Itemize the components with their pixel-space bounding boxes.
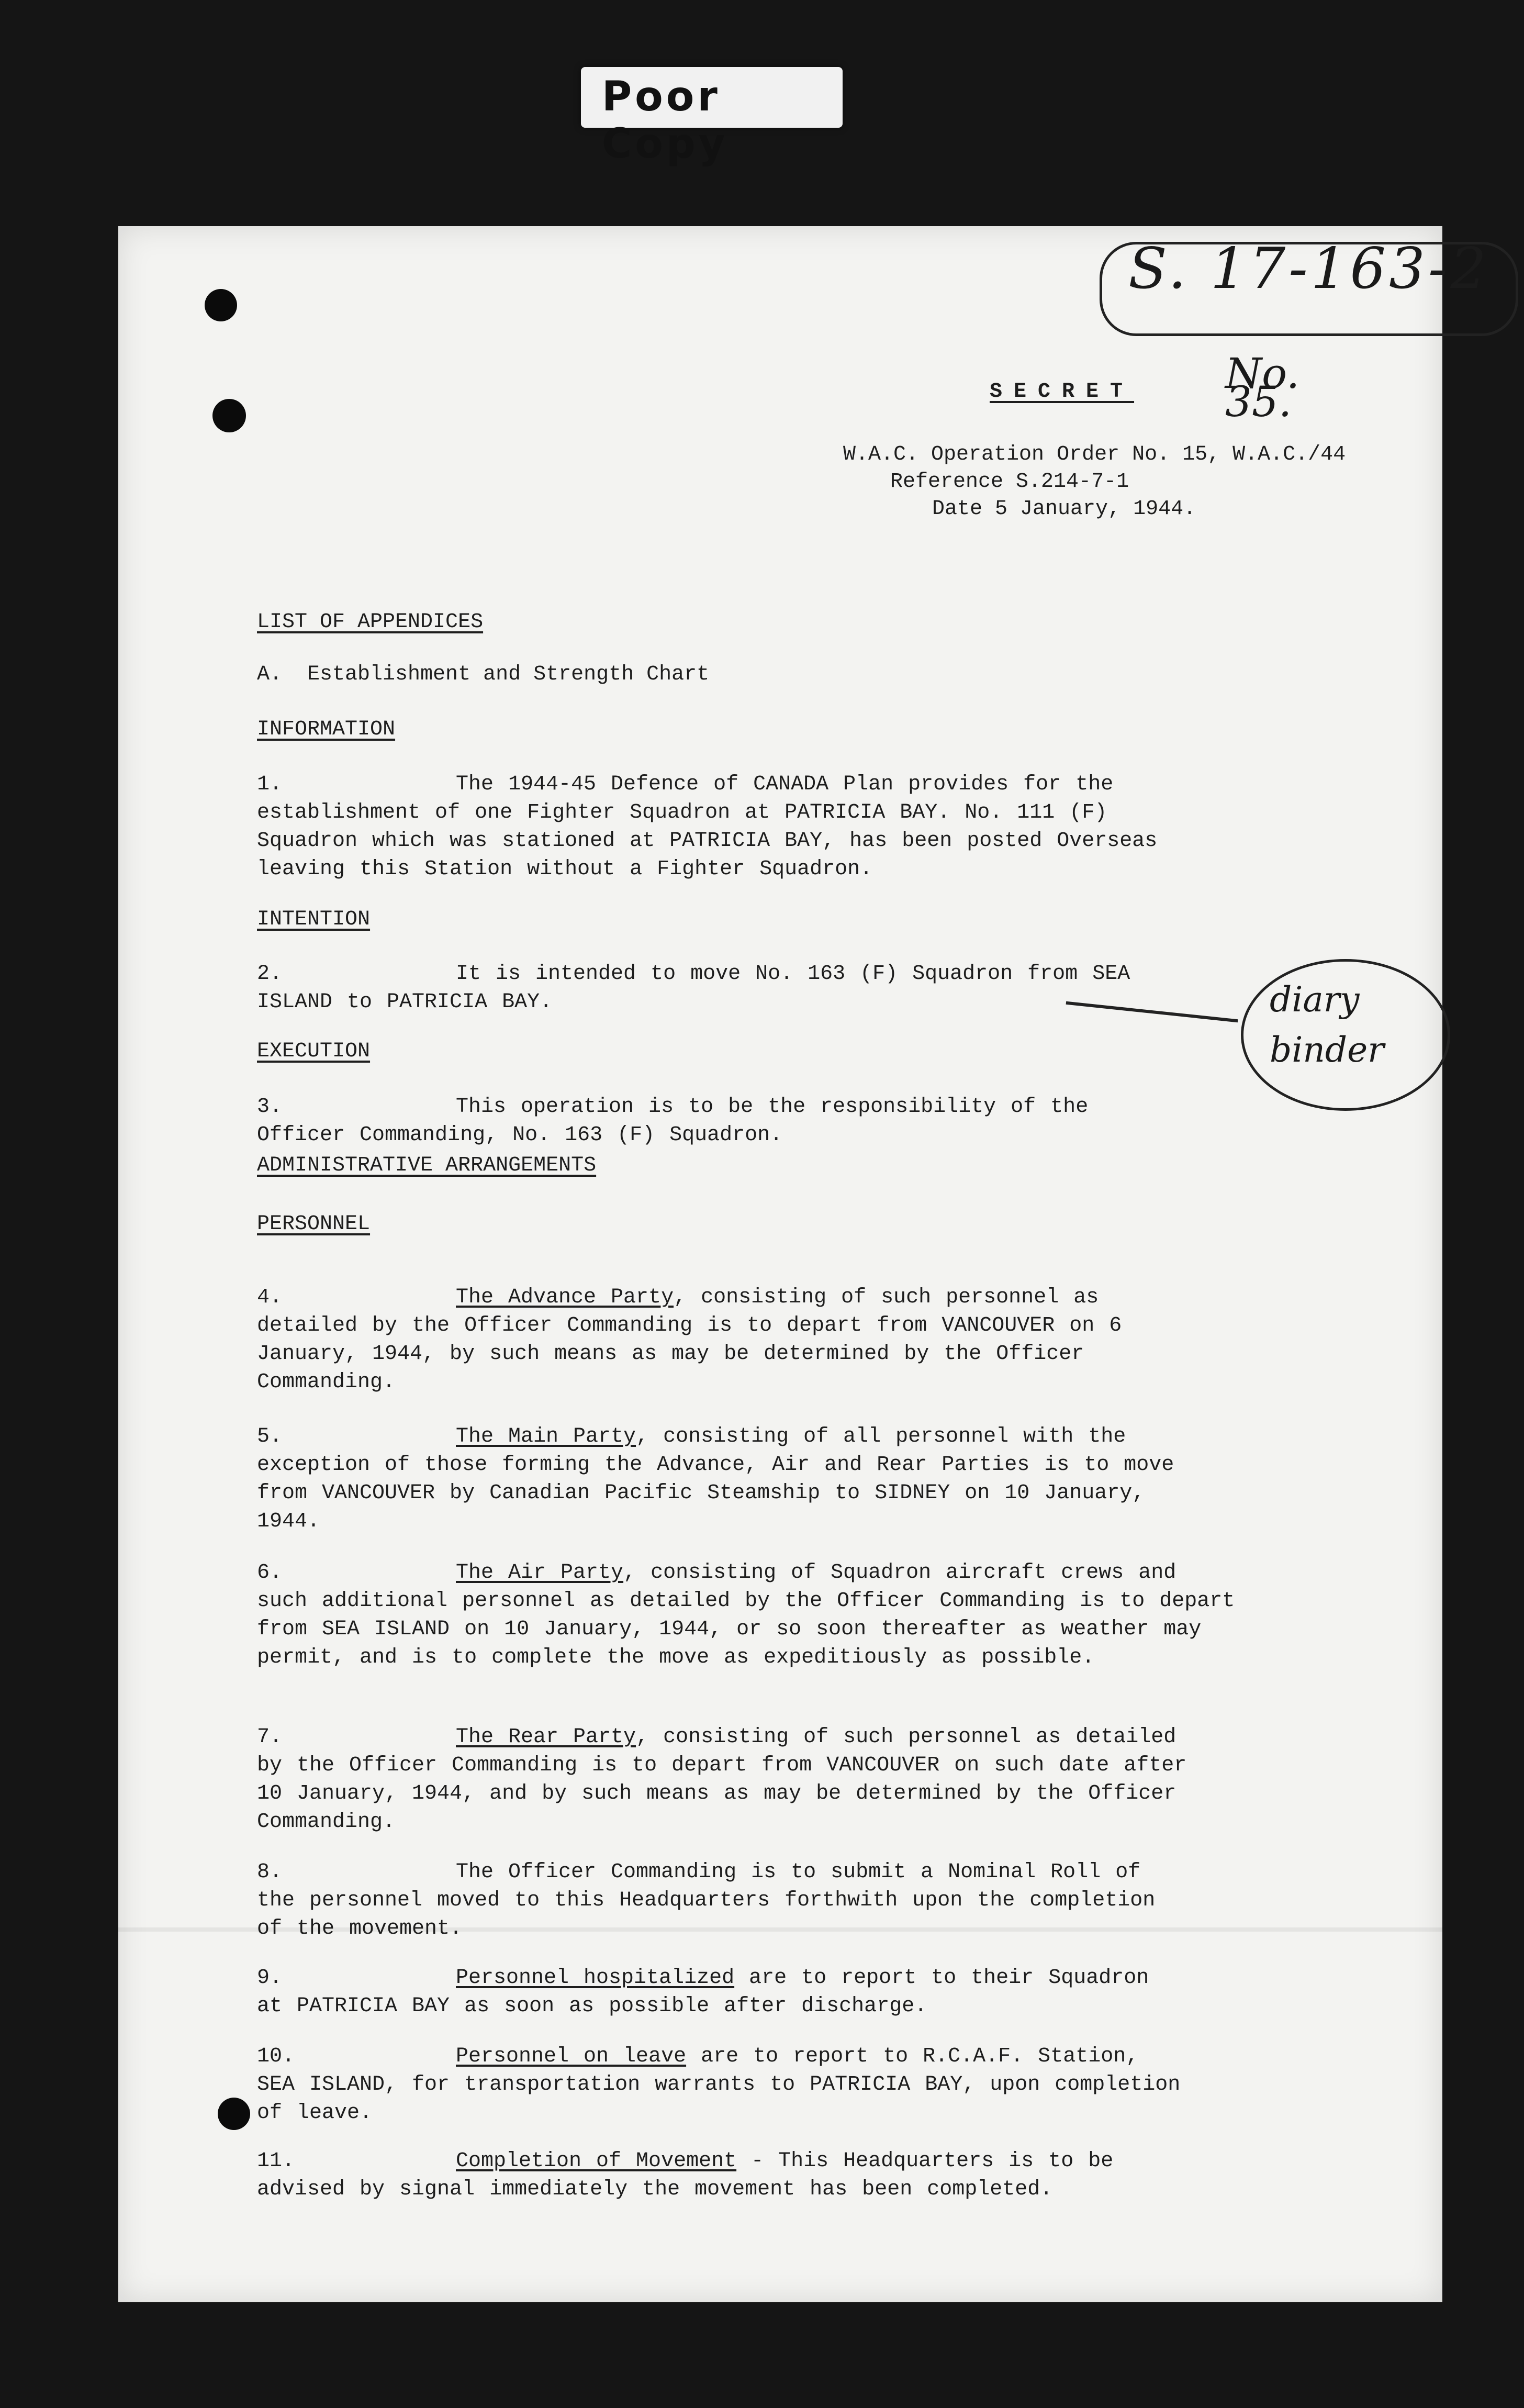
personnel-heading: PERSONNEL — [257, 1212, 371, 1236]
punch-hole-lower — [218, 2098, 250, 2130]
appendices-heading: LIST OF APPENDICES — [257, 610, 484, 634]
paragraph-text: This operation is to be the responsibility of the Officer Commanding, No. 163 (F) Squadron. — [257, 1095, 1089, 1147]
classification-heading: SECRET — [990, 380, 1135, 404]
paragraph-text: It is intended to move No. 163 (F) Squadron from SEA ISLAND to PATRICIA BAY. — [257, 962, 1130, 1014]
paragraph-6 — [257, 1559, 1241, 1672]
operation-order-line: W.A.C. Operation Order No. 15, W.A.C./44 — [843, 443, 1346, 466]
paragraph-9 — [257, 1964, 1189, 2021]
paragraph-number: 1. — [257, 773, 283, 796]
reference-line: Reference S.214-7-1 — [890, 470, 1129, 494]
paragraph-text: are to report to their Squadron at PATRICIA BAY as soon as possible after discharge. — [257, 1966, 1149, 2018]
paragraph-text: - This Headquarters is to be advised by signal immediately the movement has been completed. — [257, 2149, 1114, 2201]
paragraph-8 — [257, 1858, 1189, 1943]
execution-heading: EXECUTION — [257, 1040, 371, 1063]
paragraph-10 — [257, 2043, 1189, 2127]
document-number: No. 35. — [1225, 349, 1300, 426]
paragraph-number: 6. — [257, 1561, 283, 1585]
file-reference-text: S. 17-163-2 — [1128, 236, 1490, 302]
paragraph-number: 3. — [257, 1095, 283, 1119]
paragraph-4 — [257, 1284, 1189, 1397]
punch-hole-upper — [212, 399, 246, 432]
appendix-item-a: A. Establishment and Strength Chart — [257, 663, 710, 686]
paragraph-number: 5. — [257, 1425, 283, 1448]
information-heading: INFORMATION — [257, 718, 396, 741]
date-line: Date 5 January, 1944. — [932, 497, 1196, 521]
paragraph-number: 8. — [257, 1860, 283, 1884]
paragraph-number: 4. — [257, 1286, 283, 1309]
paragraph-text: , consisting of all personnel with the exception of those forming the Advance, Air and Rear Parties is to move from VANCOUVER by Canadian Pacific Steamship to SIDNEY on 10 January, 1944. — [257, 1425, 1174, 1533]
paragraph-number: 9. — [257, 1966, 283, 1990]
paragraph-5 — [257, 1423, 1189, 1536]
paragraph-text: are to report to R.C.A.F. Station, SEA ISLAND, for transportation warrants to PATRICIA BAY, upon completion of leave. — [257, 2045, 1181, 2125]
paragraph-11 — [257, 2147, 1189, 2204]
paragraph-text: , consisting of Squadron aircraft crews and such additional personnel as detailed by the Officer Commanding is to depart from SEA ISLAND on 10 January, 1944, or so soon thereafter as weather may permit, and is to complete the move as expeditiously as possible. — [257, 1561, 1235, 1669]
paragraph-label: Personnel hospitalized — [456, 1966, 735, 1990]
paragraph-1 — [257, 771, 1189, 884]
paragraph-label: The Air Party — [456, 1561, 624, 1585]
paragraph-3 — [257, 1093, 1189, 1150]
paragraph-text: , consisting of such personnel as detailed by the Officer Commanding is to depart from VANCOUVER on such date after 10 January, 1944, and by such means as may be determined by the Officer Commanding. — [257, 1725, 1187, 1834]
paragraph-text: The Officer Commanding is to submit a Nominal Roll of the personnel moved to this Headquarters forthwith upon the completion of the movement. — [257, 1860, 1156, 1941]
poor-copy-label — [581, 67, 843, 168]
admin-heading: ADMINISTRATIVE ARRANGEMENTS — [257, 1154, 597, 1177]
poor-copy-text: Poor Copy — [602, 73, 729, 168]
punch-hole-top — [205, 289, 237, 321]
paragraph-number: 10. — [257, 2045, 295, 2068]
margin-note-line-1: diary — [1270, 979, 1360, 1020]
paragraph-label: Completion of Movement — [456, 2149, 737, 2173]
intention-heading: INTENTION — [257, 908, 371, 931]
paragraph-text: The 1944-45 Defence of CANADA Plan provides for the establishment of one Fighter Squadron at PATRICIA BAY. No. 111 (F) Squadron which was stationed at PATRICIA BAY, has been posted Overseas leaving this Station without a Fighter Squadron. — [257, 773, 1158, 881]
file-reference-stamp — [1100, 236, 1518, 336]
paragraph-label: The Advance Party — [456, 1286, 674, 1309]
margin-note-line-2: binder — [1270, 1030, 1384, 1070]
paragraph-number: 7. — [257, 1725, 283, 1749]
paragraph-number: 11. — [257, 2149, 295, 2173]
paragraph-label: Personnel on leave — [456, 2045, 687, 2068]
margin-note — [1270, 975, 1384, 1075]
paragraph-2 — [257, 960, 1157, 1017]
document-page — [118, 226, 1490, 2302]
paragraph-label: The Rear Party — [456, 1725, 636, 1749]
paragraph-label: The Main Party — [456, 1425, 636, 1448]
paragraph-7 — [257, 1723, 1189, 1836]
paragraph-number: 2. — [257, 962, 283, 986]
paragraph-text: , consisting of such personnel as detailed by the Officer Commanding is to depart from VANCOUVER on 6 January, 1944, by such means as may be determined by the Officer Commanding. — [257, 1286, 1122, 1394]
